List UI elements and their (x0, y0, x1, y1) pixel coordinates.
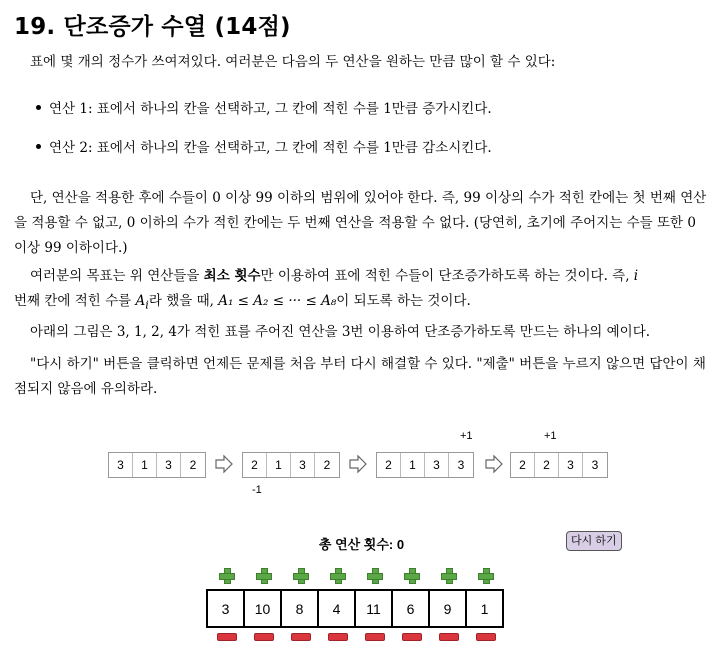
example-cell: 3 (591, 458, 599, 472)
plus-icon[interactable] (478, 568, 494, 584)
board-cell-3[interactable]: 8 (282, 591, 319, 626)
example-table-3 (376, 452, 474, 478)
goal-text-5: 이 되도록 하는 것이다. (336, 293, 471, 309)
bullet-op2: 연산 2: 표에서 하나의 칸을 선택하고, 그 칸에 적힌 수를 1만큼 감소시킨다. (36, 136, 492, 161)
increase-buttons-row (208, 568, 504, 584)
operation-counter: 총 연산 횟수: 0 (318, 537, 405, 552)
decrease-slot (208, 631, 245, 641)
goal-var-i: i (633, 268, 639, 284)
example-cell: 2 (323, 458, 331, 472)
board-cell-2[interactable]: 10 (245, 591, 282, 626)
minus-icon[interactable] (291, 633, 311, 641)
plus-icon[interactable] (256, 568, 272, 584)
increase-slot (430, 568, 467, 584)
decrease-slot (467, 631, 504, 641)
plus-icon[interactable] (219, 568, 235, 584)
increase-slot (467, 568, 504, 584)
example-cell: 3 (157, 453, 181, 477)
goal-bold: 최소 횟수 (203, 268, 261, 284)
minus-icon[interactable] (439, 633, 459, 641)
goal-text-3: 번째 칸에 적힌 수를 (14, 293, 136, 309)
goal-text-2: 만 이용하여 표에 적힌 수들이 단조증가하도록 하는 것이다. 즉, (260, 268, 634, 284)
example-cell: 2 (377, 453, 401, 477)
plus-icon[interactable] (293, 568, 309, 584)
arrow-right-icon (214, 454, 234, 474)
example-cell: 3 (425, 453, 449, 477)
minus-icon[interactable] (217, 633, 237, 641)
decrease-slot (245, 631, 282, 641)
example-cell: 3 (457, 458, 465, 472)
intro-text: 표에 몇 개의 정수가 쓰여져있다. 여러분은 다음의 두 연산을 원하는 만큼 많이 할 수 있다: (30, 54, 556, 70)
increase-slot (282, 568, 319, 584)
increase-slot (393, 568, 430, 584)
goal-var-a-sub: i (145, 298, 149, 312)
decrease-slot (319, 631, 356, 641)
decrease-slot (393, 631, 430, 641)
goal-formula: A₁ ≤ A₂ ≤ ··· ≤ A₈ (218, 293, 337, 309)
page-title: 19. 단조증가 수열 (14점) (14, 14, 291, 40)
decrease-slot (430, 631, 467, 641)
example-table-2 (242, 452, 340, 478)
goal-var-a: A (135, 293, 146, 309)
board-cell-1[interactable]: 3 (208, 591, 245, 626)
decrease-buttons-row (208, 631, 504, 641)
example-change-note: -1 (252, 484, 262, 496)
increase-slot (356, 568, 393, 584)
board-cell-6[interactable]: 6 (393, 591, 430, 626)
reset-note-paragraph: "다시 하기" 버튼을 클릭하면 언제든 문제를 처음 부터 다시 해결할 수 있다. "제출" 버튼을 누르지 않으면 답안이 채점되지 않음에 유의하라. (14, 356, 706, 397)
example-cell: 2 (511, 453, 535, 477)
goal-text-4: 라 했을 때, (148, 293, 219, 309)
example-table-4 (510, 452, 608, 478)
increase-slot (245, 568, 282, 584)
arrow-right-icon (484, 454, 504, 474)
example-cell: 1 (401, 453, 425, 477)
example-paragraph: 아래의 그림은 3, 1, 2, 4가 적힌 표를 주어진 연산을 3번 이용하여 단조증가하도록 만드는 하나의 예이다. (30, 324, 651, 340)
number-board (206, 589, 504, 628)
example-cell: 2 (189, 458, 197, 472)
minus-icon[interactable] (254, 633, 274, 641)
increase-slot (319, 568, 356, 584)
decrease-slot (282, 631, 319, 641)
example-change-note: +1 (544, 430, 557, 442)
goal-paragraph (14, 264, 710, 318)
example-cell: 2 (243, 453, 267, 477)
example-cell: 3 (109, 453, 133, 477)
increase-slot (208, 568, 245, 584)
minus-icon[interactable] (476, 633, 496, 641)
board-cell-5[interactable]: 11 (356, 591, 393, 626)
board-cell-8[interactable]: 1 (480, 600, 489, 617)
example-cell: 1 (133, 453, 157, 477)
plus-icon[interactable] (404, 568, 420, 584)
reset-button[interactable]: 다시 하기 (566, 531, 622, 551)
decrease-slot (356, 631, 393, 641)
example-cell: 2 (535, 453, 559, 477)
minus-icon[interactable] (328, 633, 348, 641)
board-cell-4[interactable]: 4 (319, 591, 356, 626)
minus-icon[interactable] (365, 633, 385, 641)
example-table-1 (108, 452, 206, 478)
example-cell: 3 (559, 453, 583, 477)
constraint-paragraph: 단, 연산을 적용한 후에 수들이 0 이상 99 이하의 범위에 있어야 한다. 즉, 99 이상의 수가 적힌 칸에는 첫 번째 연산을 적용할 수 없고, 0 이하의 수가 적힌 칸에는 두 번째 연산을 적용할 수 없다. (당연히, 초기에 주어지는 수들 또한 0 이상 99 이하이다.) (14, 190, 707, 256)
minus-icon[interactable] (402, 633, 422, 641)
arrow-right-icon (348, 454, 368, 474)
board-cell-7[interactable]: 9 (430, 591, 467, 626)
plus-icon[interactable] (441, 568, 457, 584)
example-cell: 3 (291, 453, 315, 477)
example-change-note: +1 (460, 430, 473, 442)
bullet-op1: 연산 1: 표에서 하나의 칸을 선택하고, 그 칸에 적힌 수를 1만큼 증가시킨다. (36, 97, 492, 122)
example-cell: 1 (267, 453, 291, 477)
goal-text-1: 여러분의 목표는 위 연산들을 (30, 268, 204, 284)
plus-icon[interactable] (367, 568, 383, 584)
plus-icon[interactable] (330, 568, 346, 584)
